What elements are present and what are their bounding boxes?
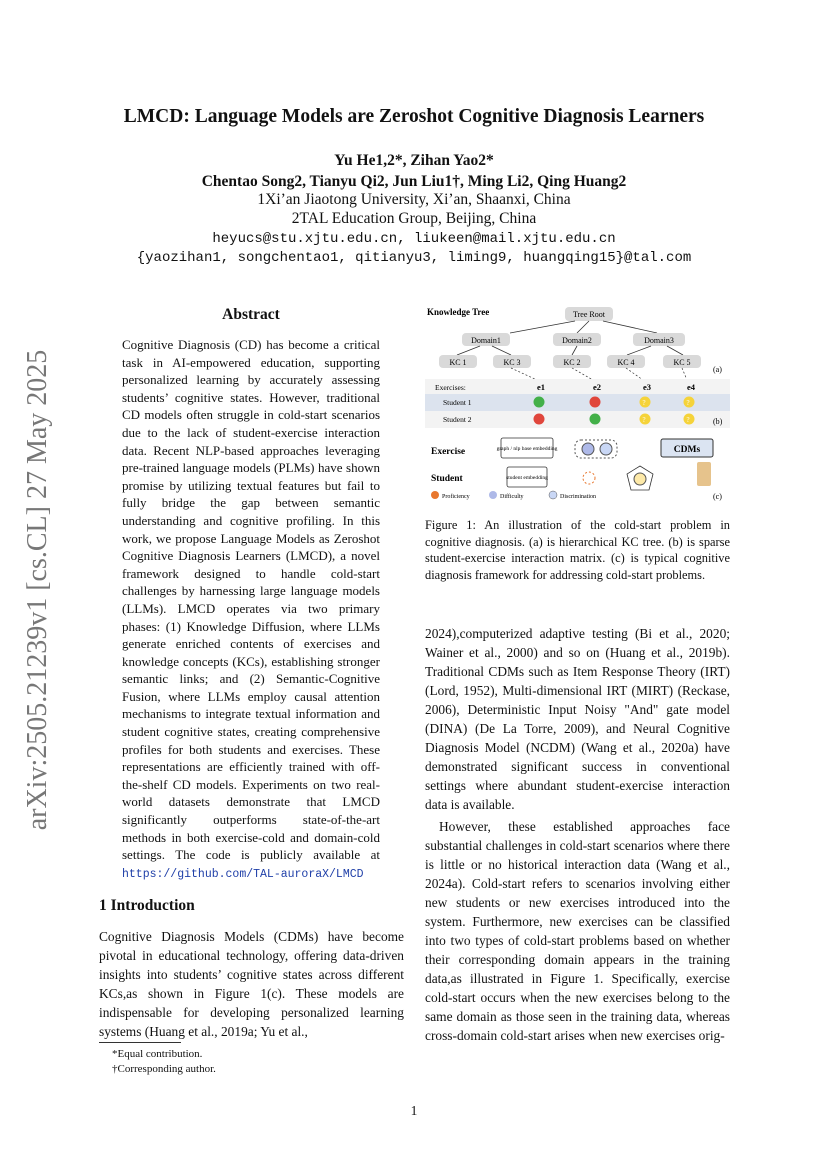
student2-label: Student 2 bbox=[443, 415, 472, 424]
domain1-label: Domain1 bbox=[471, 336, 501, 345]
label-b: (b) bbox=[713, 417, 723, 426]
unknown-mark: ? bbox=[642, 416, 646, 424]
label-c: (c) bbox=[713, 492, 722, 501]
difficulty-legend: Difficulty bbox=[500, 494, 524, 500]
student1-label: Student 1 bbox=[443, 398, 472, 407]
paper-title: LMCD: Language Models are Zeroshot Cognitive Diagnosis Learners bbox=[123, 106, 705, 127]
kc2-label: KC 2 bbox=[563, 358, 581, 367]
student-label: Student bbox=[431, 474, 463, 484]
right-paragraph-1: 2024),computerized adaptive testing (Bi et al., 2020; Wainer et al., 2000) and so on (Huang et al., 2019b). Traditional CDMs such as Item Response Theory (IRT) (Lord, 1952), Multi-dimensional IRT (MIRT) (Reckase, 2006), Deterministic Input Noisy "And" gate model (DINA) (De La Torre, 2009), and Neural Cognitive Diagnosis Model (NCDM) (Wang et al., 2020a) have demonstrated significant success in conventional settings where abundant student-exercise interaction data is available. bbox=[425, 626, 730, 812]
footnote-equal-contribution: *Equal contribution. bbox=[112, 1048, 203, 1060]
kc5-label: KC 5 bbox=[673, 358, 691, 367]
e3-label: e3 bbox=[643, 382, 652, 392]
kc4-label: KC 4 bbox=[617, 358, 635, 367]
email-line-1: heyucs@stu.xjtu.edu.cn, liukeen@mail.xjtu.edu.cn bbox=[212, 231, 616, 247]
unknown-mark: ? bbox=[686, 399, 690, 407]
arxiv-identifier: arXiv:2505.21239v1 [cs.CL] 27 May 2025 bbox=[22, 349, 53, 831]
intro-paragraph: Cognitive Diagnosis Models (CDMs) have become pivotal in educational technology, offering data-driven insights into students’ cognitive states across different KCs,as shown in Figure 1(c). These models are indispensable for developing personalized learning systems (Huang et al., 2019a; Yu et al., bbox=[99, 929, 404, 1039]
exercises-label: Exercises: bbox=[435, 383, 466, 392]
abstract-body bbox=[122, 336, 380, 883]
figure-caption: Figure 1: An illustration of the cold-start problem in cognitive diagnosis. (a) is hierarchical KC tree. (b) is sparse student-exercise interaction matrix. (c) is typical cognitive diagnosis framework for addressing cold-start problems. bbox=[425, 518, 730, 582]
discrimination-legend: Discrimination bbox=[560, 494, 596, 500]
cross-icon bbox=[590, 397, 601, 408]
tree-root-label: Tree Root bbox=[573, 310, 605, 319]
label-a: (a) bbox=[713, 365, 722, 374]
right-paragraph-2: However, these established approaches face substantial challenges in cold-start scenarios where there is little or no historical interaction data (Wang et al., 2024a). Cold-start refers to scenarios involving either new students or new exercises introduced into the system. Furthermore, new exercises can be classified into two types of cold-start problems based on whether their corresponding domain appears in the training data,as illustrated in Figure 1. Specifically, exercise cold-start occurs when the new exercises belong to the same domain as those seen in the training data, whereas cross-domain cold-start arises when new exercises orig- bbox=[425, 819, 730, 1043]
email-line-2: {yaozihan1, songchentao1, qitianyu3, liming9, huangqing15}@tal.com bbox=[136, 250, 692, 266]
domain2-label: Domain2 bbox=[562, 336, 592, 345]
code-url-link[interactable]: https://github.com/TAL-auroraX/LMCD bbox=[122, 867, 364, 881]
author-line-1: Yu He1,2*, Zihan Yao2* bbox=[334, 152, 494, 169]
page-number: 1 bbox=[410, 1103, 418, 1118]
student-avatar-icon bbox=[697, 462, 711, 486]
proficiency-legend: Proficiency bbox=[442, 494, 470, 500]
affiliation-2: 2TAL Education Group, Beijing, China bbox=[291, 210, 537, 227]
unknown-mark: ? bbox=[686, 416, 690, 424]
affiliation-1: 1Xi’an Jiaotong University, Xi’an, Shaanxi, China bbox=[257, 191, 571, 208]
check-icon bbox=[534, 397, 545, 408]
e1-label: e1 bbox=[537, 382, 546, 392]
kc1-label: KC 1 bbox=[449, 358, 467, 367]
knowledge-tree-label: Knowledge Tree bbox=[427, 307, 490, 317]
cdms-label: CDMs bbox=[673, 445, 701, 455]
check-icon bbox=[590, 414, 601, 425]
e2-label: e2 bbox=[593, 382, 602, 392]
e4-label: e4 bbox=[687, 382, 696, 392]
domain3-label: Domain3 bbox=[644, 336, 674, 345]
unknown-mark: ? bbox=[642, 399, 646, 407]
student-embedding-label: student embedding bbox=[506, 475, 548, 481]
footnote-rule bbox=[99, 1042, 181, 1043]
kc3-label: KC 3 bbox=[503, 358, 521, 367]
abstract-text: Cognitive Diagnosis (CD) has become a critical task in AI-empowered education, supporting personalized learning by accurately assessing students’ cognitive states. However, traditional CD models often struggle in cold-start scenarios due to the lack of student-exercise interaction data. Recent NLP-based approaches leveraging pre-trained language models (PLMs) have shown promise by utilizing textual features but fail to fully bridge the gap between semantic understanding and cognitive profiling. In this work, we propose Language Models as Zeroshot Cognitive Diagnosis Learners (LMCD), a novel framework designed to handle cold-start challenges by harnessing large language models (LLMs). LMCD operates via two primary phases: (1) Knowledge Diffusion, where LLMs generate enriched contents of exercises and knowledge concepts (KCs), establishing stronger semantic links; and (2) Semantic-Cognitive Fusion, where LLMs employ causal attention mechanisms to integrate textual information and student cognitive states, creating comprehensive profiles for both students and exercises. These representations are efficiently trained with off-the-shelf CD models. Experiments on two real-world datasets demonstrate that LMCD significantly outperforms state-of-the-art methods in both exercise-cold and domain-cold settings. The code is publicly available at bbox=[122, 337, 380, 863]
cross-icon bbox=[534, 414, 545, 425]
abstract-heading: Abstract bbox=[222, 306, 280, 323]
author-line-2: Chentao Song2, Tianyu Qi2, Jun Liu1†, Ming Li2, Qing Huang2 bbox=[201, 173, 627, 190]
figure-1 bbox=[425, 302, 730, 502]
exercise-label: Exercise bbox=[431, 447, 466, 457]
section-heading-introduction: 1 Introduction bbox=[99, 897, 195, 914]
footnote-corresponding-author: †Corresponding author. bbox=[112, 1063, 216, 1075]
right-column-text bbox=[425, 624, 730, 1045]
graph-embedding-label: graph / nlp base embedding bbox=[496, 446, 558, 452]
